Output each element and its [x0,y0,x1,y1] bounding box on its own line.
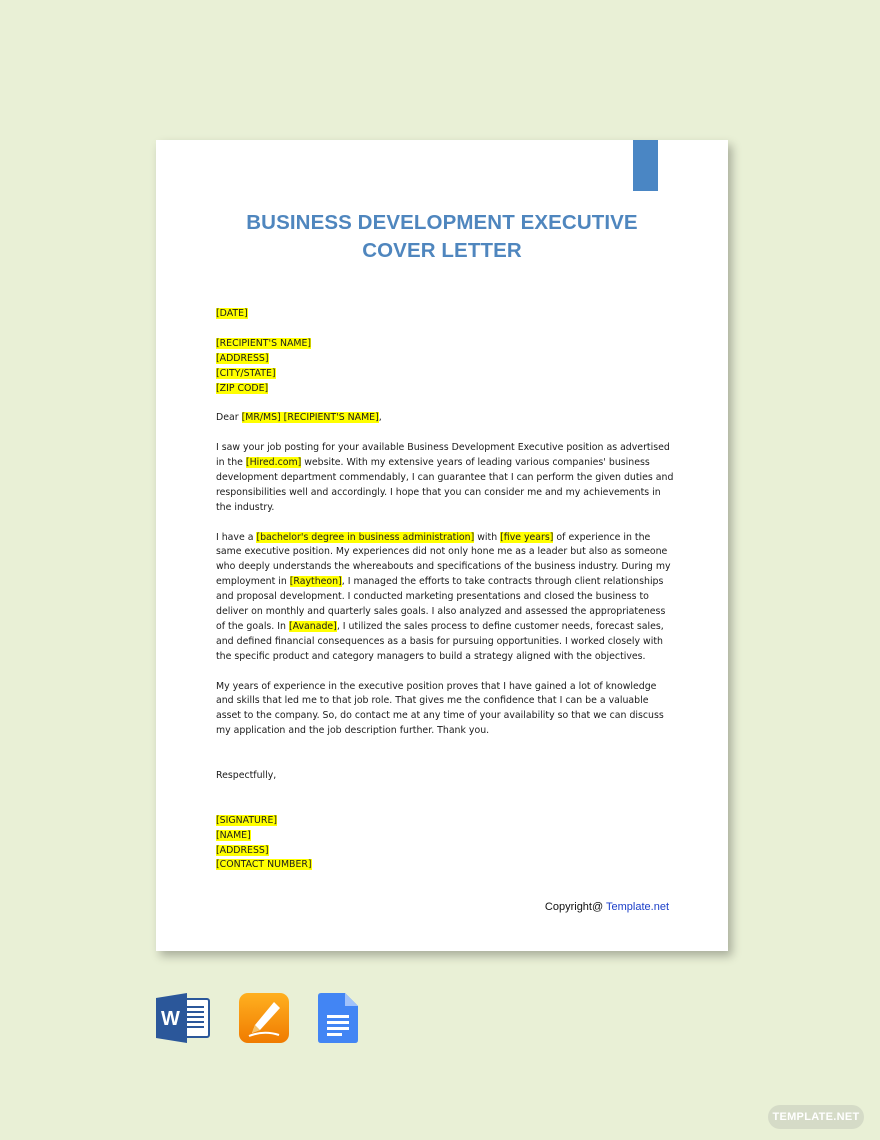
paragraph-3: My years of experience in the executive position proves that I have gained a lot of knowledge and skills that led me to that job role. That gives me the confidence that I can be a valuable asset to the company. So, do contact me at any time of your availability so that we can discuss my application and the job description further. Thank you. [216,680,664,737]
zip-code-placeholder: [ZIP CODE] [216,382,269,394]
name-placeholder: [NAME] [216,829,251,841]
recipient-name-placeholder: [RECIPIENT'S NAME] [216,337,312,349]
employer-2-placeholder: [Avanade] [288,620,337,632]
document-title [156,209,728,265]
template-net-link[interactable]: Template.net [606,901,669,913]
word-icon-letter: W [161,1008,180,1030]
copyright-notice: Copyright@ Template.net [544,901,669,913]
signature-placeholder: [SIGNATURE] [216,814,278,826]
template-net-watermark: TEMPLATE.NET [768,1105,864,1129]
sender-address-placeholder: [ADDRESS] [216,844,269,856]
word-icon[interactable] [156,993,210,1043]
salutation: Dear [MR/MS] [RECIPIENT'S NAME], [216,412,382,424]
address-placeholder: [ADDRESS] [216,352,269,364]
years-placeholder: [five years] [500,531,554,543]
title-line-2: COVER LETTER [362,239,522,262]
city-state-placeholder: [CITY/STATE] [216,367,276,379]
corner-accent-bar [633,140,658,191]
title-line-1: BUSINESS DEVELOPMENT EXECUTIVE [246,211,638,234]
letter-body [216,307,676,873]
paragraph-1: I saw your job posting for your available Business Development Executive position as advertised in the [Hired.com] website. With my extensive years of leading various companies' business development department commendably, I can guarantee that I can perform the given duties and responsibilities well and accordingly. I hope that you can consider me and my achievements in the industry. [216,442,674,513]
date-placeholder: [DATE] [216,308,248,319]
job-site-placeholder: [Hired.com] [245,457,302,469]
closing: Respectfully, [216,770,277,781]
paragraph-2: I have a [bachelor's degree in business administration] with [five years] of experience in the same executive position. My experiences did not only hone me as a leader but also as someone who deeply understands the whereabouts and specifications of the business industry. During my employment in [Raytheon], I managed the efforts to take contracts through client relationships and proposal development. I conducted marketing presentations and closed the business to deliver on monthly and quarterly sales goals. I also analyzed and assessed the appropriateness of the goals. In [Avanade], I utilized the sales process to define customer needs, forecast sales, and defined financial consequences as a basis for pursuing opportunities. I worked closely with the specific product and category managers to build a strategy aligned with the objectives. [216,531,671,662]
pages-icon[interactable] [239,993,289,1043]
salutation-placeholder: [MR/MS] [RECIPIENT'S NAME] [241,412,379,424]
contact-number-placeholder: [CONTACT NUMBER] [216,859,312,871]
document-page [156,140,728,951]
google-docs-icon[interactable] [318,993,358,1043]
employer-1-placeholder: [Raytheon] [289,576,342,588]
degree-placeholder: [bachelor's degree in business administration] [256,531,475,543]
